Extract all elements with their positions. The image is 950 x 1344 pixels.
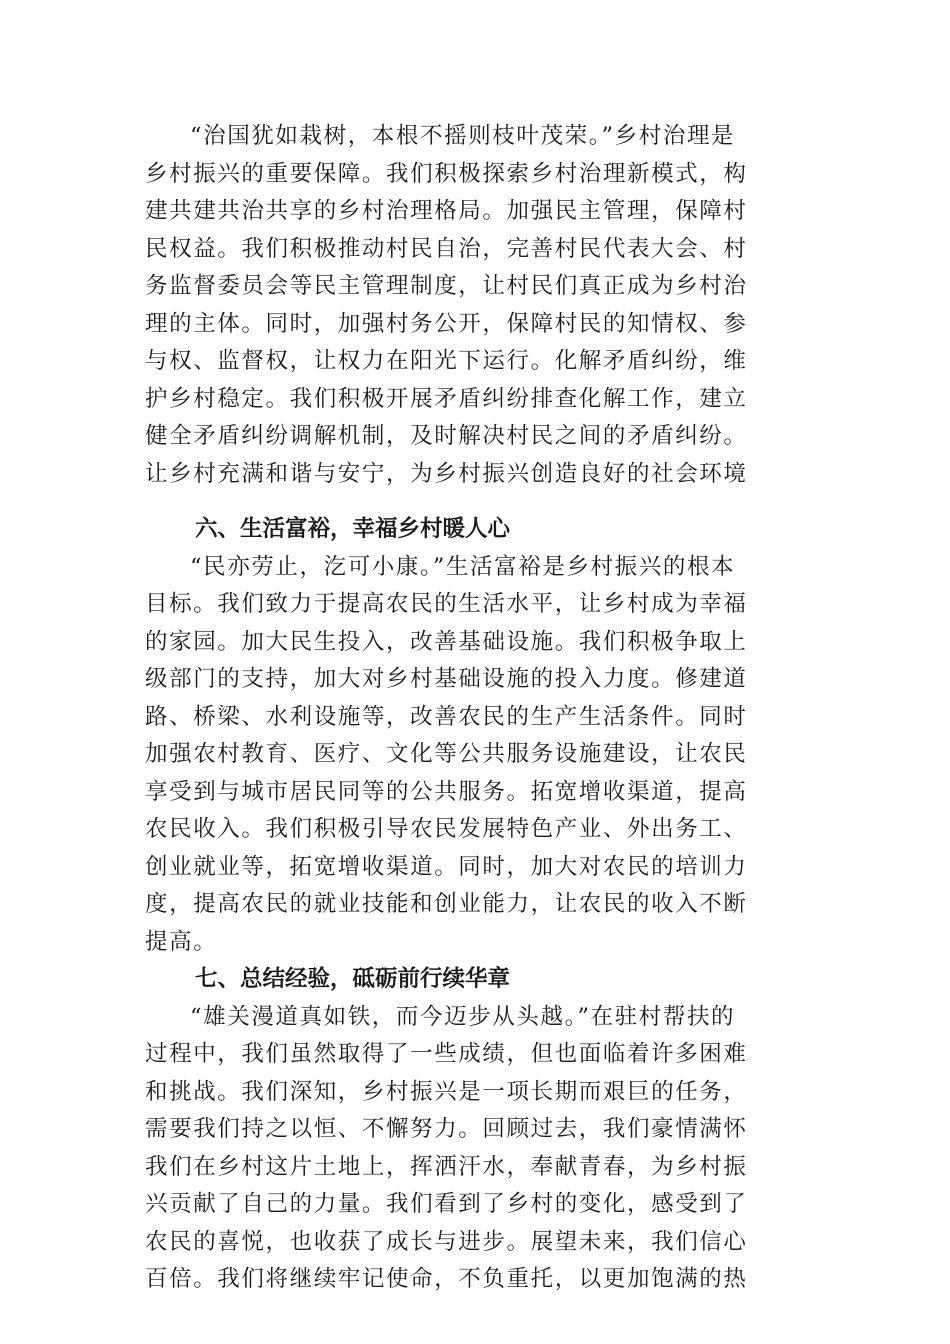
document-page [145, 118, 810, 1299]
paragraph-line: 享受到与城市居民同等的公共服务。拓宽增收渠道，提高 [145, 778, 748, 805]
paragraph-line: 度，提高农民的就业技能和创业能力，让农民的收入不断 [145, 891, 748, 917]
paragraph-line: 乡村振兴的重要保障。我们积极探索乡村治理新模式，构 [145, 160, 748, 187]
paragraph-line: 我们在乡村这片土地上，挥洒汗水，奉献青春，为乡村振 [145, 1153, 748, 1180]
paragraph-line: 过程中，我们虽然取得了一些成绩，但也面临着许多困难 [145, 1041, 748, 1067]
paragraph-line: 需要我们持之以恒、不懈努力。回顾过去，我们豪情满怀 [145, 1116, 748, 1142]
paragraph-line: “雄关漫道真如铁，而今迈步从头越。”在驻村帮扶的 [190, 1003, 736, 1030]
paragraph-line: “民亦劳止，汔可小康。”生活富裕是乡村振兴的根本 [190, 553, 736, 580]
paragraph-line: 民权益。我们积极推动村民自治，完善村民代表大会、村 [145, 235, 748, 262]
paragraph-line: 兴贡献了自己的力量。我们看到了乡村的变化，感受到了 [145, 1191, 748, 1217]
section-prosperity-body [145, 549, 810, 962]
paragraph-line: 护乡村稳定。我们积极开展矛盾纠纷排查化解工作，建立 [145, 385, 748, 412]
paragraph-line: 让乡村充满和谐与安宁，为乡村振兴创造良好的社会环境 [145, 460, 748, 487]
paragraph-line: 百倍。我们将继续牢记使命，不负重托，以更加饱满的热 [145, 1266, 748, 1292]
paragraph-line: 农民收入。我们积极引导农民发展特色产业、外出务工、 [145, 816, 748, 842]
blank-spacer [145, 493, 810, 511]
section-governance-body [145, 118, 810, 493]
paragraph-line: 和挑战。我们深知，乡村振兴是一项长期而艰巨的任务， [145, 1078, 748, 1105]
paragraph-line: 创业就业等，拓宽增收渠道。同时，加大对农民的培训力 [145, 853, 748, 880]
paragraph-line: 农民的喜悦，也收获了成长与进步。展望未来，我们信心 [145, 1228, 748, 1255]
section-heading-six: 六、生活富裕，幸福乡村暖人心 [195, 516, 511, 542]
paragraph-line: 加强农村教育、医疗、文化等公共服务设施建设，让农民 [145, 741, 748, 767]
paragraph-line: 提高。 [145, 928, 218, 955]
section-heading-seven: 七、总结经验，砥砺前行续华章 [195, 966, 511, 992]
paragraph-line: 务监督委员会等民主管理制度，让村民们真正成为乡村治 [145, 273, 748, 299]
paragraph-line: 健全矛盾纠纷调解机制，及时解决村民之间的矛盾纠纷。 [145, 423, 748, 449]
paragraph-line: 路、桥梁、水利设施等，改善农民的生产生活条件。同时 [145, 703, 748, 730]
paragraph-line: 与权、监督权，让权力在阳光下运行。化解矛盾纠纷，维 [145, 348, 748, 374]
paragraph-line: 建共建共治共享的乡村治理格局。加强民主管理，保障村 [145, 198, 748, 224]
section-summary-body [145, 999, 810, 1299]
paragraph-line: “治国犹如栽树，本根不摇则枝叶茂荣。”乡村治理是 [190, 123, 736, 149]
paragraph-line: 级部门的支持，加大对乡村基础设施的投入力度。修建道 [145, 666, 748, 692]
paragraph-line: 目标。我们致力于提高农民的生活水平，让乡村成为幸福 [145, 591, 748, 617]
paragraph-line: 的家园。加大民生投入，改善基础设施。我们积极争取上 [145, 628, 748, 655]
paragraph-line: 理的主体。同时，加强村务公开，保障村民的知情权、参 [145, 310, 748, 337]
